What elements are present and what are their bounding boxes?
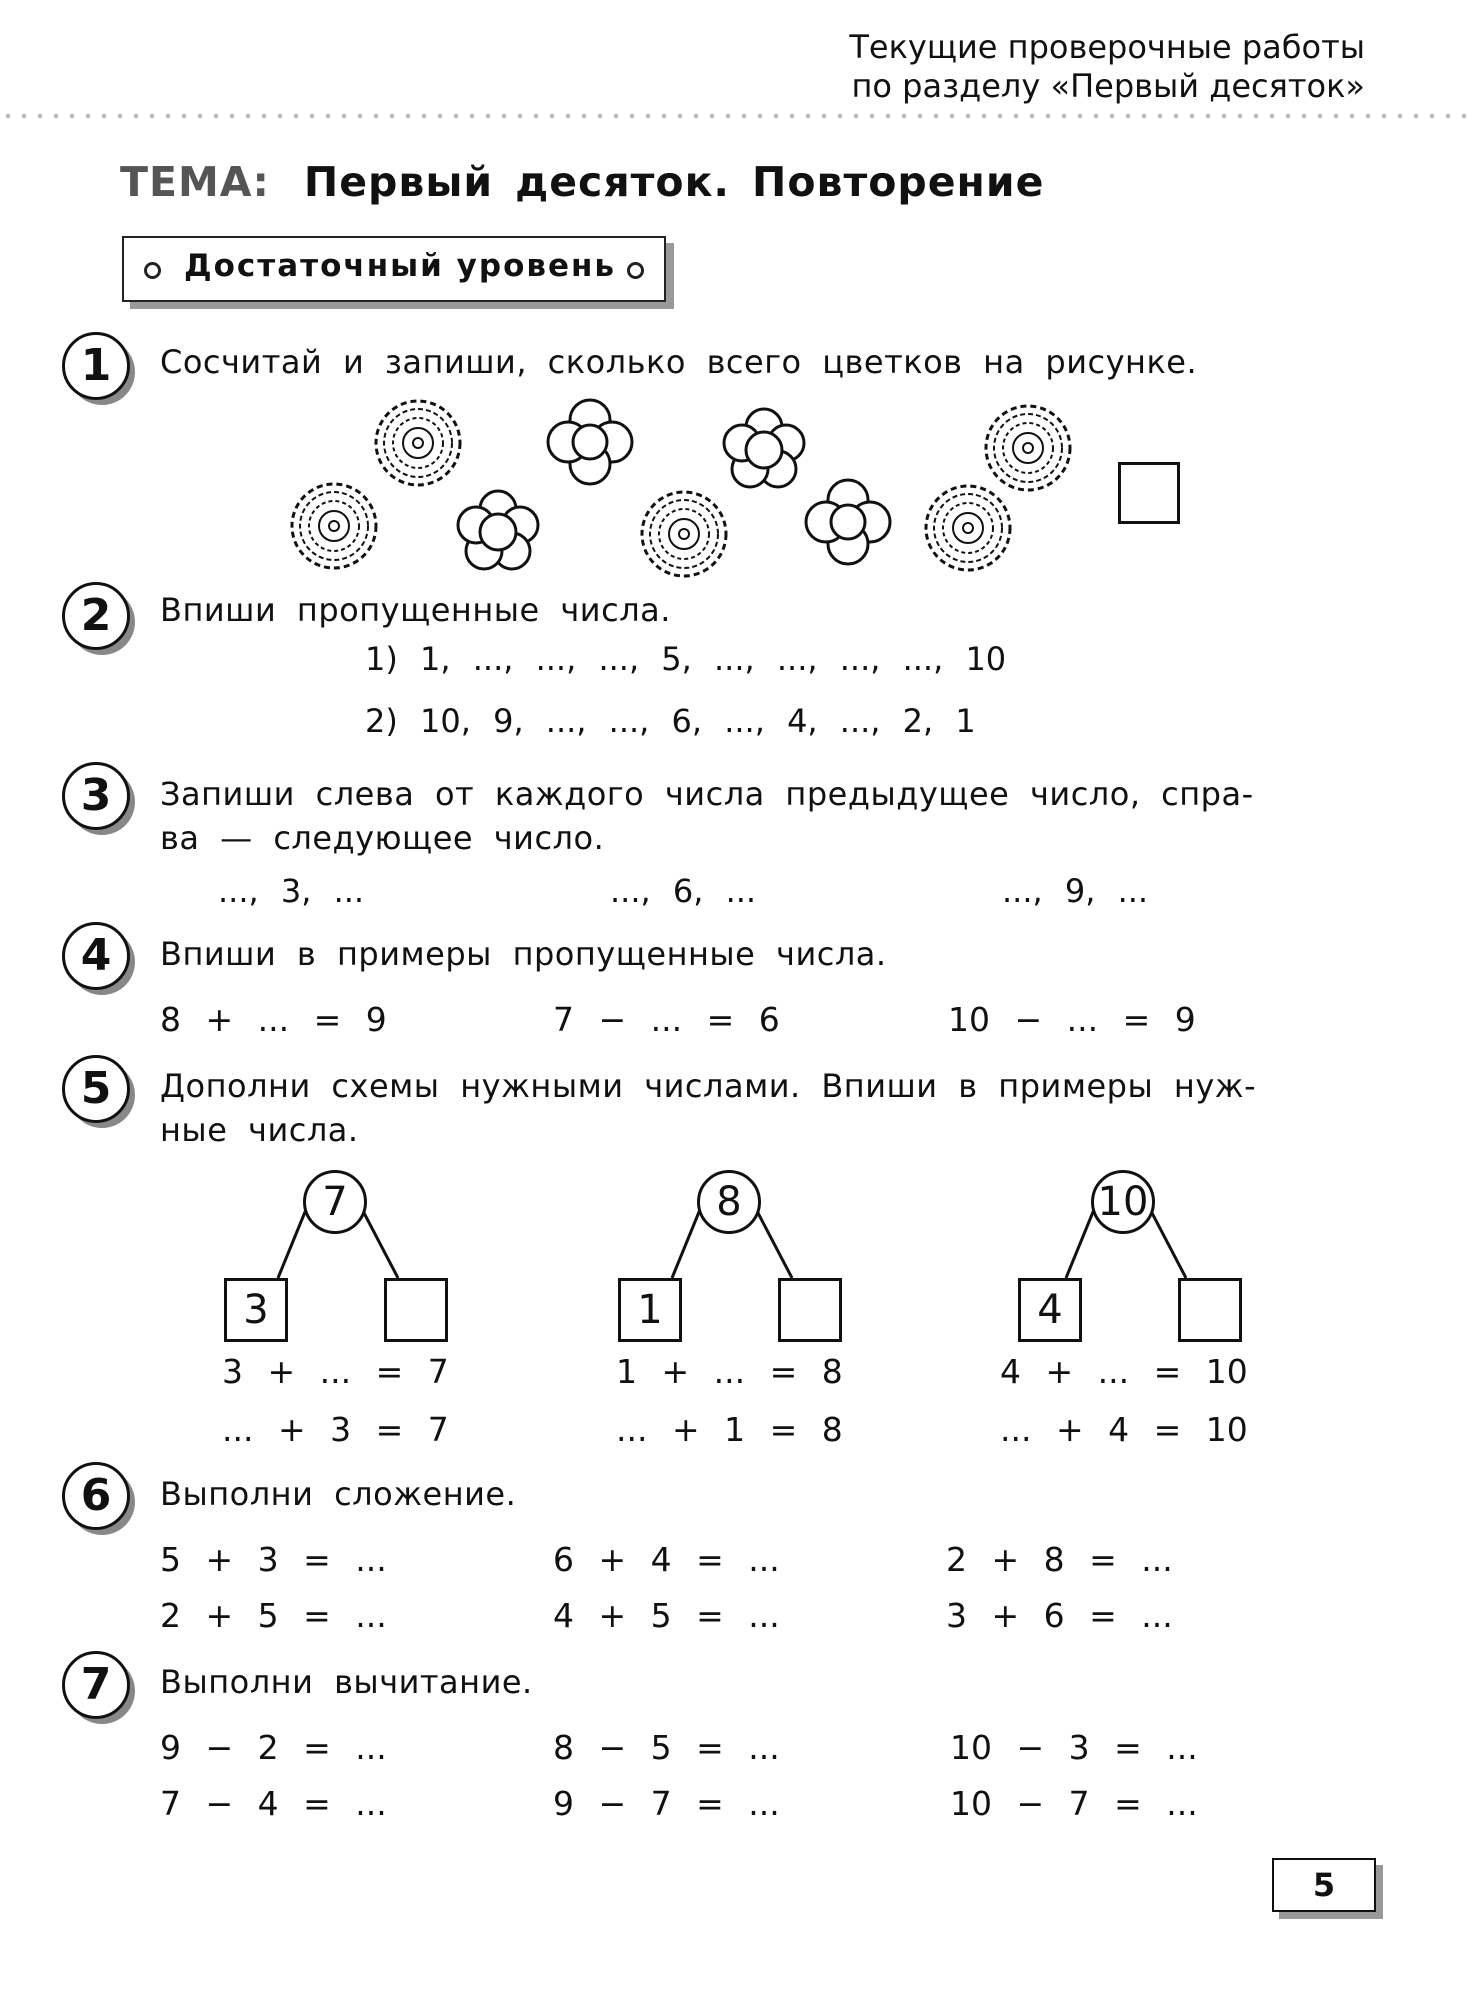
flower xyxy=(292,484,376,568)
equation: 4 + ... = 10 xyxy=(1000,1352,1248,1391)
task-number-1: 1 xyxy=(62,332,134,404)
theme-word-3: Повторение xyxy=(752,158,1045,206)
scheme-total: 8 xyxy=(697,1170,761,1234)
theme-label: ТЕМА: xyxy=(120,158,270,206)
flower xyxy=(806,480,890,564)
neighbors-item: ..., 6, ... xyxy=(610,872,757,910)
equation: 3 + ... = 7 xyxy=(222,1352,449,1391)
answer-box[interactable] xyxy=(384,1278,448,1342)
task-6-text: Выполни сложение. xyxy=(160,1475,517,1513)
equation: 9 − 7 = ... xyxy=(553,1784,780,1823)
task-5-line-1: Дополни схемы нужными числами. Впиши в примеры нуж- xyxy=(160,1067,1257,1105)
answer-box[interactable] xyxy=(1118,462,1180,524)
task-2-text: Впиши пропущенные числа. xyxy=(160,591,671,629)
task-number-3: 3 xyxy=(62,762,134,834)
scheme-total: 10 xyxy=(1091,1170,1155,1234)
scheme-part: 4 xyxy=(1018,1278,1082,1342)
flower xyxy=(548,400,632,484)
task-1-text: Сосчитай и запиши, сколько всего цветков на рисунке. xyxy=(160,343,1198,381)
equation: 4 + 5 = ... xyxy=(553,1596,780,1635)
equation: 3 + 6 = ... xyxy=(946,1596,1173,1635)
task-5-line-2: ные числа. xyxy=(160,1111,359,1149)
flower xyxy=(926,486,1010,570)
task-number-4: 4 xyxy=(62,922,134,994)
flower xyxy=(458,491,538,569)
scheme-part: 3 xyxy=(224,1278,288,1342)
level-label: Достаточный уровень xyxy=(184,248,617,284)
header-line-1: Текущие проверочные работы xyxy=(849,28,1365,66)
equation: 2 + 8 = ... xyxy=(946,1540,1173,1579)
flowers-illustration xyxy=(0,0,1475,600)
equation: 8 − 5 = ... xyxy=(553,1728,780,1767)
flower xyxy=(376,401,460,485)
scheme-total: 7 xyxy=(303,1170,367,1234)
flower xyxy=(986,406,1070,490)
task-3-line-2: ва — следующее число. xyxy=(160,819,605,857)
neighbors-item: ..., 3, ... xyxy=(218,872,365,910)
answer-box[interactable] xyxy=(778,1278,842,1342)
task-4-text: Впиши в примеры пропущенные числа. xyxy=(160,935,887,973)
equation: 2 + 5 = ... xyxy=(160,1596,387,1635)
equation: ... + 1 = 8 xyxy=(616,1410,843,1449)
task-number-6: 6 xyxy=(62,1462,134,1534)
equation: 8 + ... = 9 xyxy=(160,1000,387,1039)
neighbors-item: ..., 9, ... xyxy=(1002,872,1149,910)
task-3-line-1: Запиши слева от каждого числа предыдущее число, спра- xyxy=(160,775,1254,813)
task-number-5: 5 xyxy=(62,1055,134,1127)
equation: 5 + 3 = ... xyxy=(160,1540,387,1579)
equation: ... + 4 = 10 xyxy=(1000,1410,1248,1449)
header-line-2: по разделу «Первый десяток» xyxy=(851,67,1365,105)
flower xyxy=(724,409,804,487)
equation: 1 + ... = 8 xyxy=(616,1352,843,1391)
equation: 9 − 2 = ... xyxy=(160,1728,387,1767)
task-number-2: 2 xyxy=(62,582,134,654)
equation: 7 − 4 = ... xyxy=(160,1784,387,1823)
page-number: 5 xyxy=(1272,1858,1376,1912)
equation: 10 − 3 = ... xyxy=(950,1728,1198,1767)
equation: 10 − 7 = ... xyxy=(950,1784,1198,1823)
sequence-row-2: 2) 10, 9, ..., ..., 6, ..., 4, ..., 2, 1 xyxy=(365,702,976,740)
answer-box[interactable] xyxy=(1178,1278,1242,1342)
task-number-7: 7 xyxy=(62,1651,134,1723)
theme-word-1: Первый xyxy=(303,158,494,206)
sequence-row-1: 1) 1, ..., ..., ..., 5, ..., ..., ..., ..., 10 xyxy=(365,640,1007,678)
equation: 6 + 4 = ... xyxy=(553,1540,780,1579)
equation: ... + 3 = 7 xyxy=(222,1410,449,1449)
flower xyxy=(642,492,726,576)
equation: 10 − ... = 9 xyxy=(948,1000,1196,1039)
theme-word-2: десяток. xyxy=(515,158,731,206)
scheme-part: 1 xyxy=(618,1278,682,1342)
task-7-text: Выполни вычитание. xyxy=(160,1663,533,1701)
equation: 7 − ... = 6 xyxy=(553,1000,780,1039)
